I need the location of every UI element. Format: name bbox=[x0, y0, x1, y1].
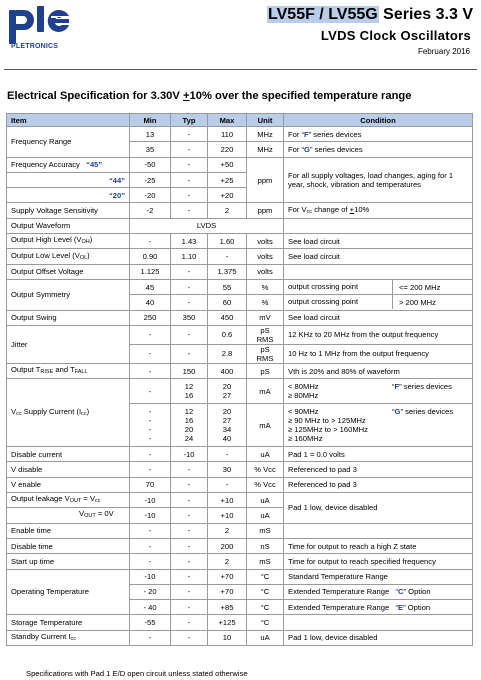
table-row: Supply Voltage Sensitivity -2 - 2 ppm For $V_{cc}$ change of +10% bbox=[7, 203, 473, 218]
header-divider bbox=[4, 69, 477, 70]
col-min: Min bbox=[130, 114, 171, 127]
table-row: Standby Current $I_{cc}$ - - 10 uA Pad 1 low, device disabled bbox=[7, 630, 473, 645]
section-title: Electrical Specification for 3.30V +10% over the specified temperature range bbox=[7, 90, 412, 102]
table-row: - - - - 12 16 20 24 20 27 34 40 mA < 90MHz ≥ 90 MHz to > 125MHz ≥ 125MHz to > 160MHz ≥ 160MHz “G” series devices bbox=[7, 404, 473, 447]
document-title bbox=[267, 6, 473, 24]
part-number: LV55F / LV55G bbox=[268, 6, 378, 23]
table-row: Enable time - - 2 mS bbox=[7, 523, 473, 538]
table-row: V enable 70 - - % Vcc Referenced to pad 3 bbox=[7, 477, 473, 492]
table-row: - 40 - +85 °C Extended Temperature Range “E” Option bbox=[7, 600, 473, 615]
table-row: Output Offset Voltage 1.125 - 1.375 volts bbox=[7, 264, 473, 279]
table-row: “20” -20 - +20 bbox=[7, 188, 473, 203]
col-unit: Unit bbox=[247, 114, 284, 127]
table-row: Jitter - - 0.6 pS RMS 12 KHz to 20 MHz from the output frequency bbox=[7, 325, 473, 344]
series-voltage: Series 3.3 V bbox=[378, 6, 473, 23]
table-row: Output $T_{RISE}$ and $T_{FALL}$ - 150 400 pS Vth is 20% and 80% of waveform bbox=[7, 363, 473, 378]
table-row: Disable time - - 200 nS Time for output to reach a high Z state bbox=[7, 538, 473, 553]
table-row: Operating Temperature -10 - +70 °C Standard Temperature Range bbox=[7, 569, 473, 584]
col-condition: Condition bbox=[284, 114, 473, 127]
table-row: Output leakage $V_{OUT} = V_{cc}$ -10 - +10 uA Pad 1 low, device disabled bbox=[7, 493, 473, 508]
table-row: 35 - 220 MHz For “G” series devices bbox=[7, 142, 473, 157]
col-item: Item bbox=[7, 114, 130, 127]
table-row: $V_{cc}$ Supply Current $(I_{cc})$ - 12 16 20 27 mA < 80MHz ≥ 80MHz “F” series devices bbox=[7, 379, 473, 404]
document-date: February 2016 bbox=[417, 47, 470, 56]
table-row: Output Symmetry 45 - 55 % output crossing point <= 200 MHz bbox=[7, 279, 473, 294]
table-row: - 20 - +70 °C Extended Temperature Range “C” Option bbox=[7, 584, 473, 599]
table-row: “44” -25 - +25 bbox=[7, 172, 473, 187]
table-row: Disable current - -10 - uA Pad 1 = 0.0 volts bbox=[7, 447, 473, 462]
table-row: Output Waveform LVDS bbox=[7, 218, 473, 233]
page-header bbox=[0, 0, 481, 72]
table-row: Output High Level $(V_{OH})$ - 1.43 1.60 volts See load circuit bbox=[7, 234, 473, 249]
table-row: 40 - 60 % output crossing point > 200 MHz bbox=[7, 295, 473, 310]
table-row: Frequency Accuracy “45” -50 - +50 ppm For all supply voltages, load changes, aging for 1 year, shock, vibration and temperatures bbox=[7, 157, 473, 172]
document-subtitle: LVDS Clock Oscillators bbox=[320, 28, 471, 43]
col-typ: Typ bbox=[171, 114, 208, 127]
pletronics-logo bbox=[7, 6, 73, 62]
table-row: Output Low Level $(V_{OL})$ 0.90 1.10 - volts See load circuit bbox=[7, 249, 473, 264]
logo-wordmark: PLETRONICS bbox=[11, 43, 59, 50]
table-header bbox=[7, 114, 473, 127]
table-row: $V_{OUT} = 0V$ -10 - +10 uA bbox=[7, 508, 473, 523]
col-max: Max bbox=[208, 114, 247, 127]
table-row: Storage Temperature -55 - +125 °C bbox=[7, 615, 473, 630]
table-row: V disable - - 30 % Vcc Referenced to pad 3 bbox=[7, 462, 473, 477]
footnote: Specifications with Pad 1 E/D open circuit unless stated otherwise bbox=[26, 669, 248, 678]
table-row: Frequency Range 13 - 110 MHz For “F” series devices bbox=[7, 127, 473, 142]
spec-table bbox=[6, 113, 473, 646]
table-row: - - 2.8 pS RMS 10 Hz to 1 MHz from the output frequency bbox=[7, 344, 473, 363]
table-row: Start up time - - 2 mS Time for output to reach specified frequency bbox=[7, 554, 473, 569]
table-row: Output Swing 250 350 450 mV See load circuit bbox=[7, 310, 473, 325]
